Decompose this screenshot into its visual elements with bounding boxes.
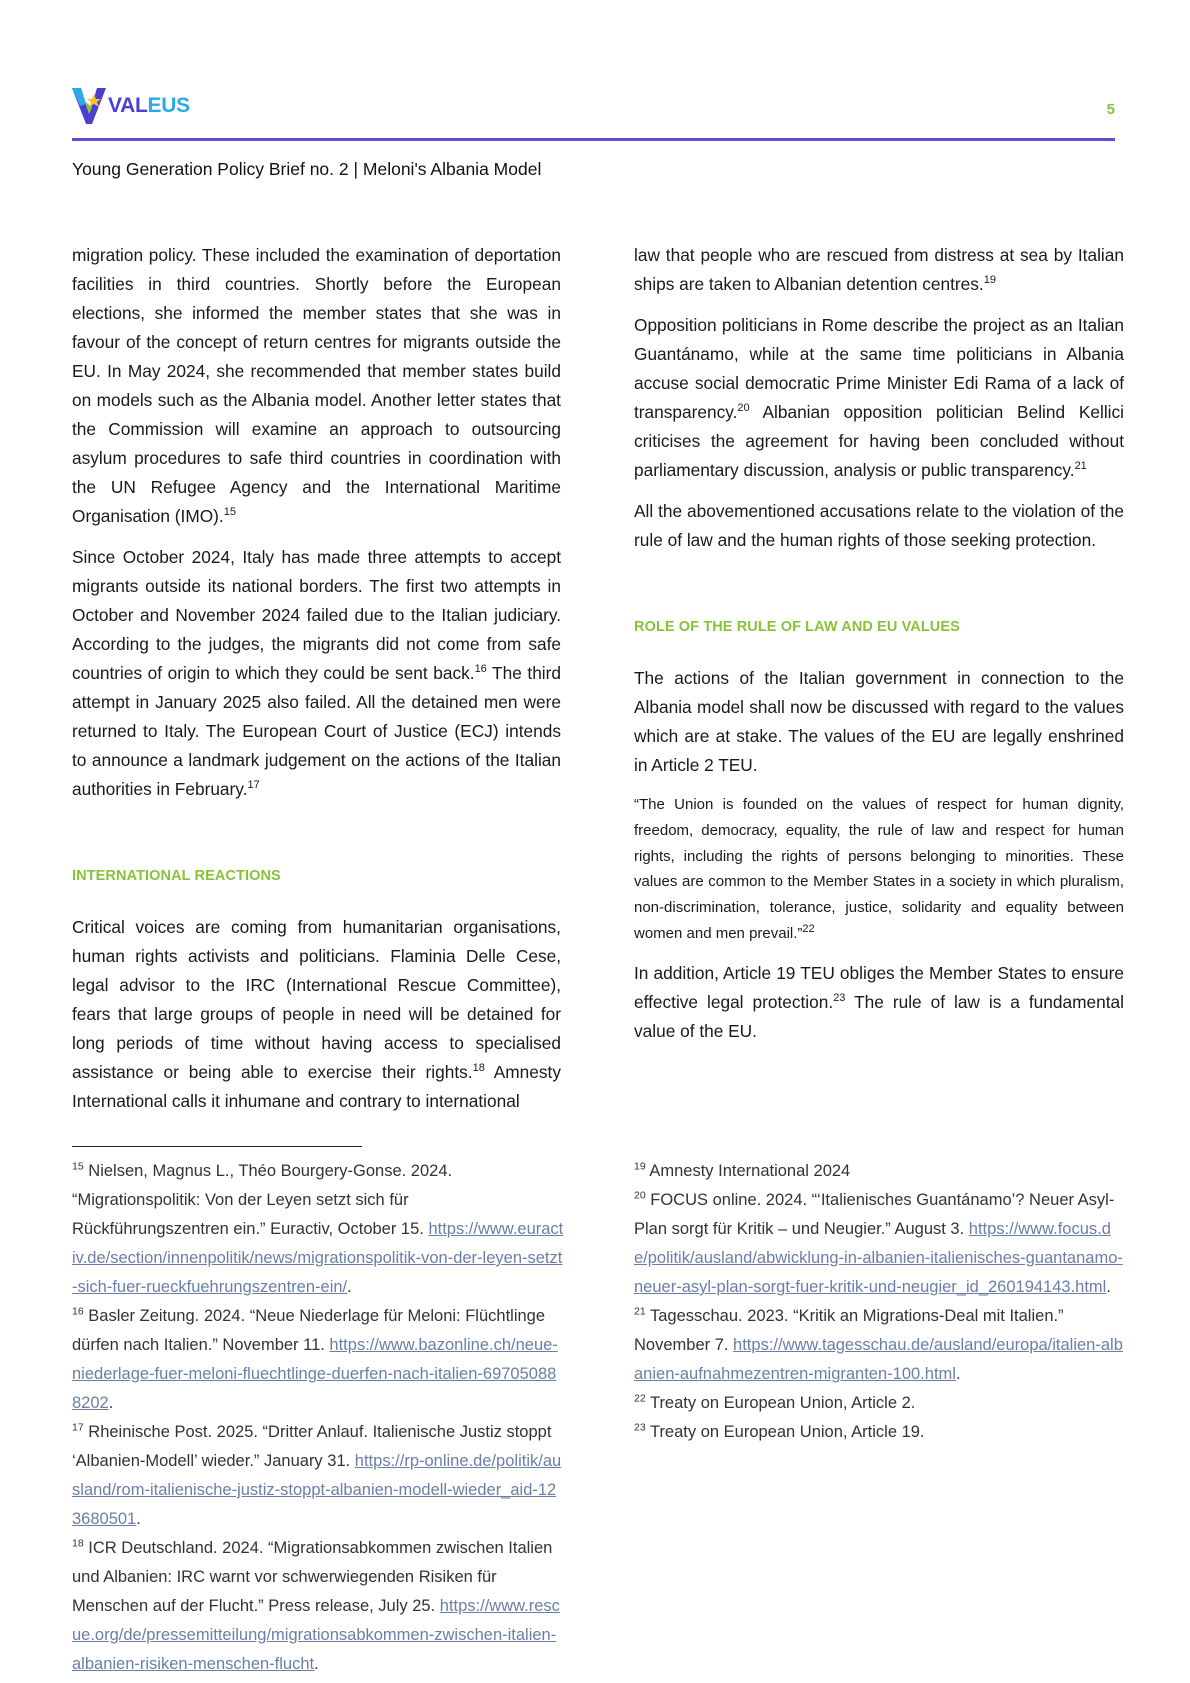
footnote-link[interactable]: https://www.focus.de/politik/ausland/abwicklung-in-albanien-italienisches-guantanamo-neuer-asyl-plan-sorgt-fuer-kritik-und-neugier_id_260194143.html bbox=[634, 1220, 1123, 1296]
footnote: $^{18}$ ICR Deutschland. 2024. “Migrationsabkommen zwischen Italien und Albanien: IRC warnt vor schwerwiegenden Risiken für Menschen auf der Flucht.” Press release, July 25. https://www.rescue.org/de/pressemitteilung/migrationsabkommen-zwischen-italien-albanien-risiken-menschen-flucht. bbox=[72, 1537, 560, 1673]
section-heading: ROLE OF THE RULE OF LAW AND EU VALUES bbox=[634, 619, 960, 635]
paragraph: The actions of the Italian government in connection to the Albania model shall now be discussed with regard to the values which are at stake. The values of the EU are legally enshrined in Article 2 TEU. bbox=[634, 668, 1124, 775]
footnote-ref[interactable]: 17 bbox=[247, 779, 260, 792]
footnotes-left bbox=[72, 1157, 564, 1679]
paragraph: Opposition politicians in Rome describe the project as an Italian Guantánamo, while at the same time politicians in Albania accuse social democratic Prime Minister Edi Rama of a lack of transparency.$^{20}$ Albanian opposition politician Belind Kellici criticises the agreement for having been concluded without parliamentary discussion, analysis or public transparency.$^{21}$ bbox=[634, 315, 1124, 480]
footnote-ref[interactable]: 15 bbox=[223, 506, 236, 519]
footnote-ref[interactable]: 16 bbox=[474, 663, 487, 676]
paragraph: Since October 2024, Italy has made three attempts to accept migrants outside its national borders. The first two attempts in October and November 2024 failed due to the Italian judiciary. According to the judges, the migrants did not come from safe countries of origin to which they could be sent back.$^{16}$ The third attempt in January 2025 also failed. All the detained men were returned to Italy. The European Court of Justice (ECJ) intends to announce a landmark judgement on the actions of the Italian authorities in February.$^{17}$ bbox=[72, 547, 562, 799]
footnote: $^{20}$ FOCUS online. 2024. “‘Italienisches Guantánamo’? Neuer Asyl-Plan sorgt für Kritik – und Neugier.” August 3. https://www.focus.de/politik/ausland/abwicklung-in-albanien-italienisches-guantanamo-neuer-asyl-plan-sorgt-fuer-kritik-und-neugier_id_260194143.html. bbox=[634, 1189, 1123, 1296]
footnote-ref[interactable]: 19 bbox=[983, 274, 996, 287]
footnote: $^{23}$ Treaty on European Union, Article 19. bbox=[634, 1421, 925, 1441]
footnote-link[interactable]: https://www.rescue.org/de/pressemitteilung/migrationsabkommen-zwischen-italien-albanien-risiken-menschen-flucht bbox=[72, 1597, 560, 1673]
footnote: $^{22}$ Treaty on European Union, Article 2. bbox=[634, 1392, 916, 1412]
block-quote: “The Union is founded on the values of respect for human dignity, freedom, democracy, equality, the rule of law and respect for human rights, including the rights of persons belonging to minorities. These values are common to the Member States in a society in which pluralism, non-discrimination, tolerance, justice, solidarity and equality between women and men prevail.”$^{22}$ bbox=[634, 796, 1124, 942]
footnote: $^{19}$ Amnesty International 2024 bbox=[634, 1160, 851, 1180]
footnote: $^{21}$ Tagesschau. 2023. “Kritik an Migrations-Deal mit Italien.” November 7. https://www.tagesschau.de/ausland/europa/italien-albanien-aufnahmezentren-migranten-100.html. bbox=[634, 1305, 1123, 1383]
paragraph: migration policy. These included the examination of deportation facilities in third countries. Shortly before the European elections, she informed the member states that she was in favour of the concept of return centres for migrants outside the EU. In May 2024, she recommended that member states build on models such as the Albania model. Another letter states that the Commission will examine an approach to outsourcing asylum procedures to safe third countries in coordination with the UN Refugee Agency and the International Maritime Organisation (IMO).$^{15}$ bbox=[72, 245, 561, 526]
footnotes-right bbox=[634, 1157, 1124, 1447]
page-number: 5 bbox=[1106, 101, 1115, 118]
footnote-link[interactable]: https://www.tagesschau.de/ausland/europa/italien-albanien-aufnahmezentren-migranten-100.html bbox=[634, 1336, 1123, 1383]
left-column bbox=[72, 241, 561, 1128]
footnote-ref[interactable]: 23 bbox=[833, 992, 846, 1005]
paragraph: Critical voices are coming from humanitarian organisations, human rights activists and politicians. Flaminia Delle Cese, legal advisor to the IRC (International Rescue Committee), fears that large groups of people in need will be detained for long periods of time without having access to specialised assistance or being able to exercise their rights.$^{18}$ Amnesty International calls it inhumane and contrary to international bbox=[72, 917, 561, 1111]
right-column bbox=[634, 241, 1124, 1058]
footnote-ref[interactable]: 22 bbox=[802, 922, 815, 935]
valeus-logo bbox=[72, 86, 190, 126]
paragraph: All the abovementioned accusations relate to the violation of the rule of law and the human rights of those seeking protection. bbox=[634, 501, 1124, 550]
footnote-link[interactable]: https://www.bazonline.ch/neue-niederlage-fuer-meloni-fluechtlinge-duerfen-nach-italien-697050888202 bbox=[72, 1336, 558, 1412]
section-heading: INTERNATIONAL REACTIONS bbox=[72, 868, 281, 884]
paragraph: law that people who are rescued from distress at sea by Italian ships are taken to Albanian detention centres.$^{19}$ bbox=[634, 245, 1124, 294]
footnote-ref[interactable]: 18 bbox=[472, 1062, 485, 1075]
footnote-link[interactable]: https://rp-online.de/politik/ausland/rom-italienische-justiz-stoppt-albanien-modell-wieder_aid-123680501 bbox=[72, 1452, 562, 1528]
footnote-link[interactable]: https://www.euractiv.de/section/innenpolitik/news/migrationspolitik-von-der-leyen-setzt-sich-fuer-rueckfuehrungszentren-ein/ bbox=[72, 1220, 564, 1296]
running-title: Young Generation Policy Brief no. 2 | Meloni's Albania Model bbox=[72, 159, 542, 179]
header-divider bbox=[72, 138, 1115, 141]
logo-wordmark: VALEUS bbox=[108, 94, 190, 117]
footnote: $^{17}$ Rheinische Post. 2025. “Dritter Anlauf. Italienische Justiz stoppt ‘Albanien-Modell’ wieder.” January 31. https://rp-online.de/politik/ausland/rom-italienische-justiz-stoppt-albanien-modell-wieder_aid-123680501. bbox=[72, 1421, 562, 1528]
footnote-ref[interactable]: 21 bbox=[1074, 460, 1087, 473]
paragraph: In addition, Article 19 TEU obliges the Member States to ensure effective legal protection.$^{23}$ The rule of law is a fundamental value of the EU. bbox=[634, 962, 1124, 1041]
footnote-divider bbox=[72, 1146, 362, 1147]
footnote: $^{16}$ Basler Zeitung. 2024. “Neue Niederlage für Meloni: Flüchtlinge dürfen nach Italien.” November 11. https://www.bazonline.ch/neue-niederlage-fuer-meloni-fluechtlinge-duerfen-nach-italien-697050888202. bbox=[72, 1305, 558, 1412]
valeus-v-icon bbox=[72, 86, 106, 126]
footnote: $^{15}$ Nielsen, Magnus L., Théo Bourgery-Gonse. 2024. “Migrationspolitik: Von der Leyen setzt sich für Rückführungszentren ein.” Euractiv, October 15. https://www.euractiv.de/section/innenpolitik/news/migrationspolitik-von-der-leyen-setzt-sich-fuer-rueckfuehrungszentren-ein/. bbox=[72, 1160, 564, 1296]
footnote-ref[interactable]: 20 bbox=[737, 402, 750, 415]
